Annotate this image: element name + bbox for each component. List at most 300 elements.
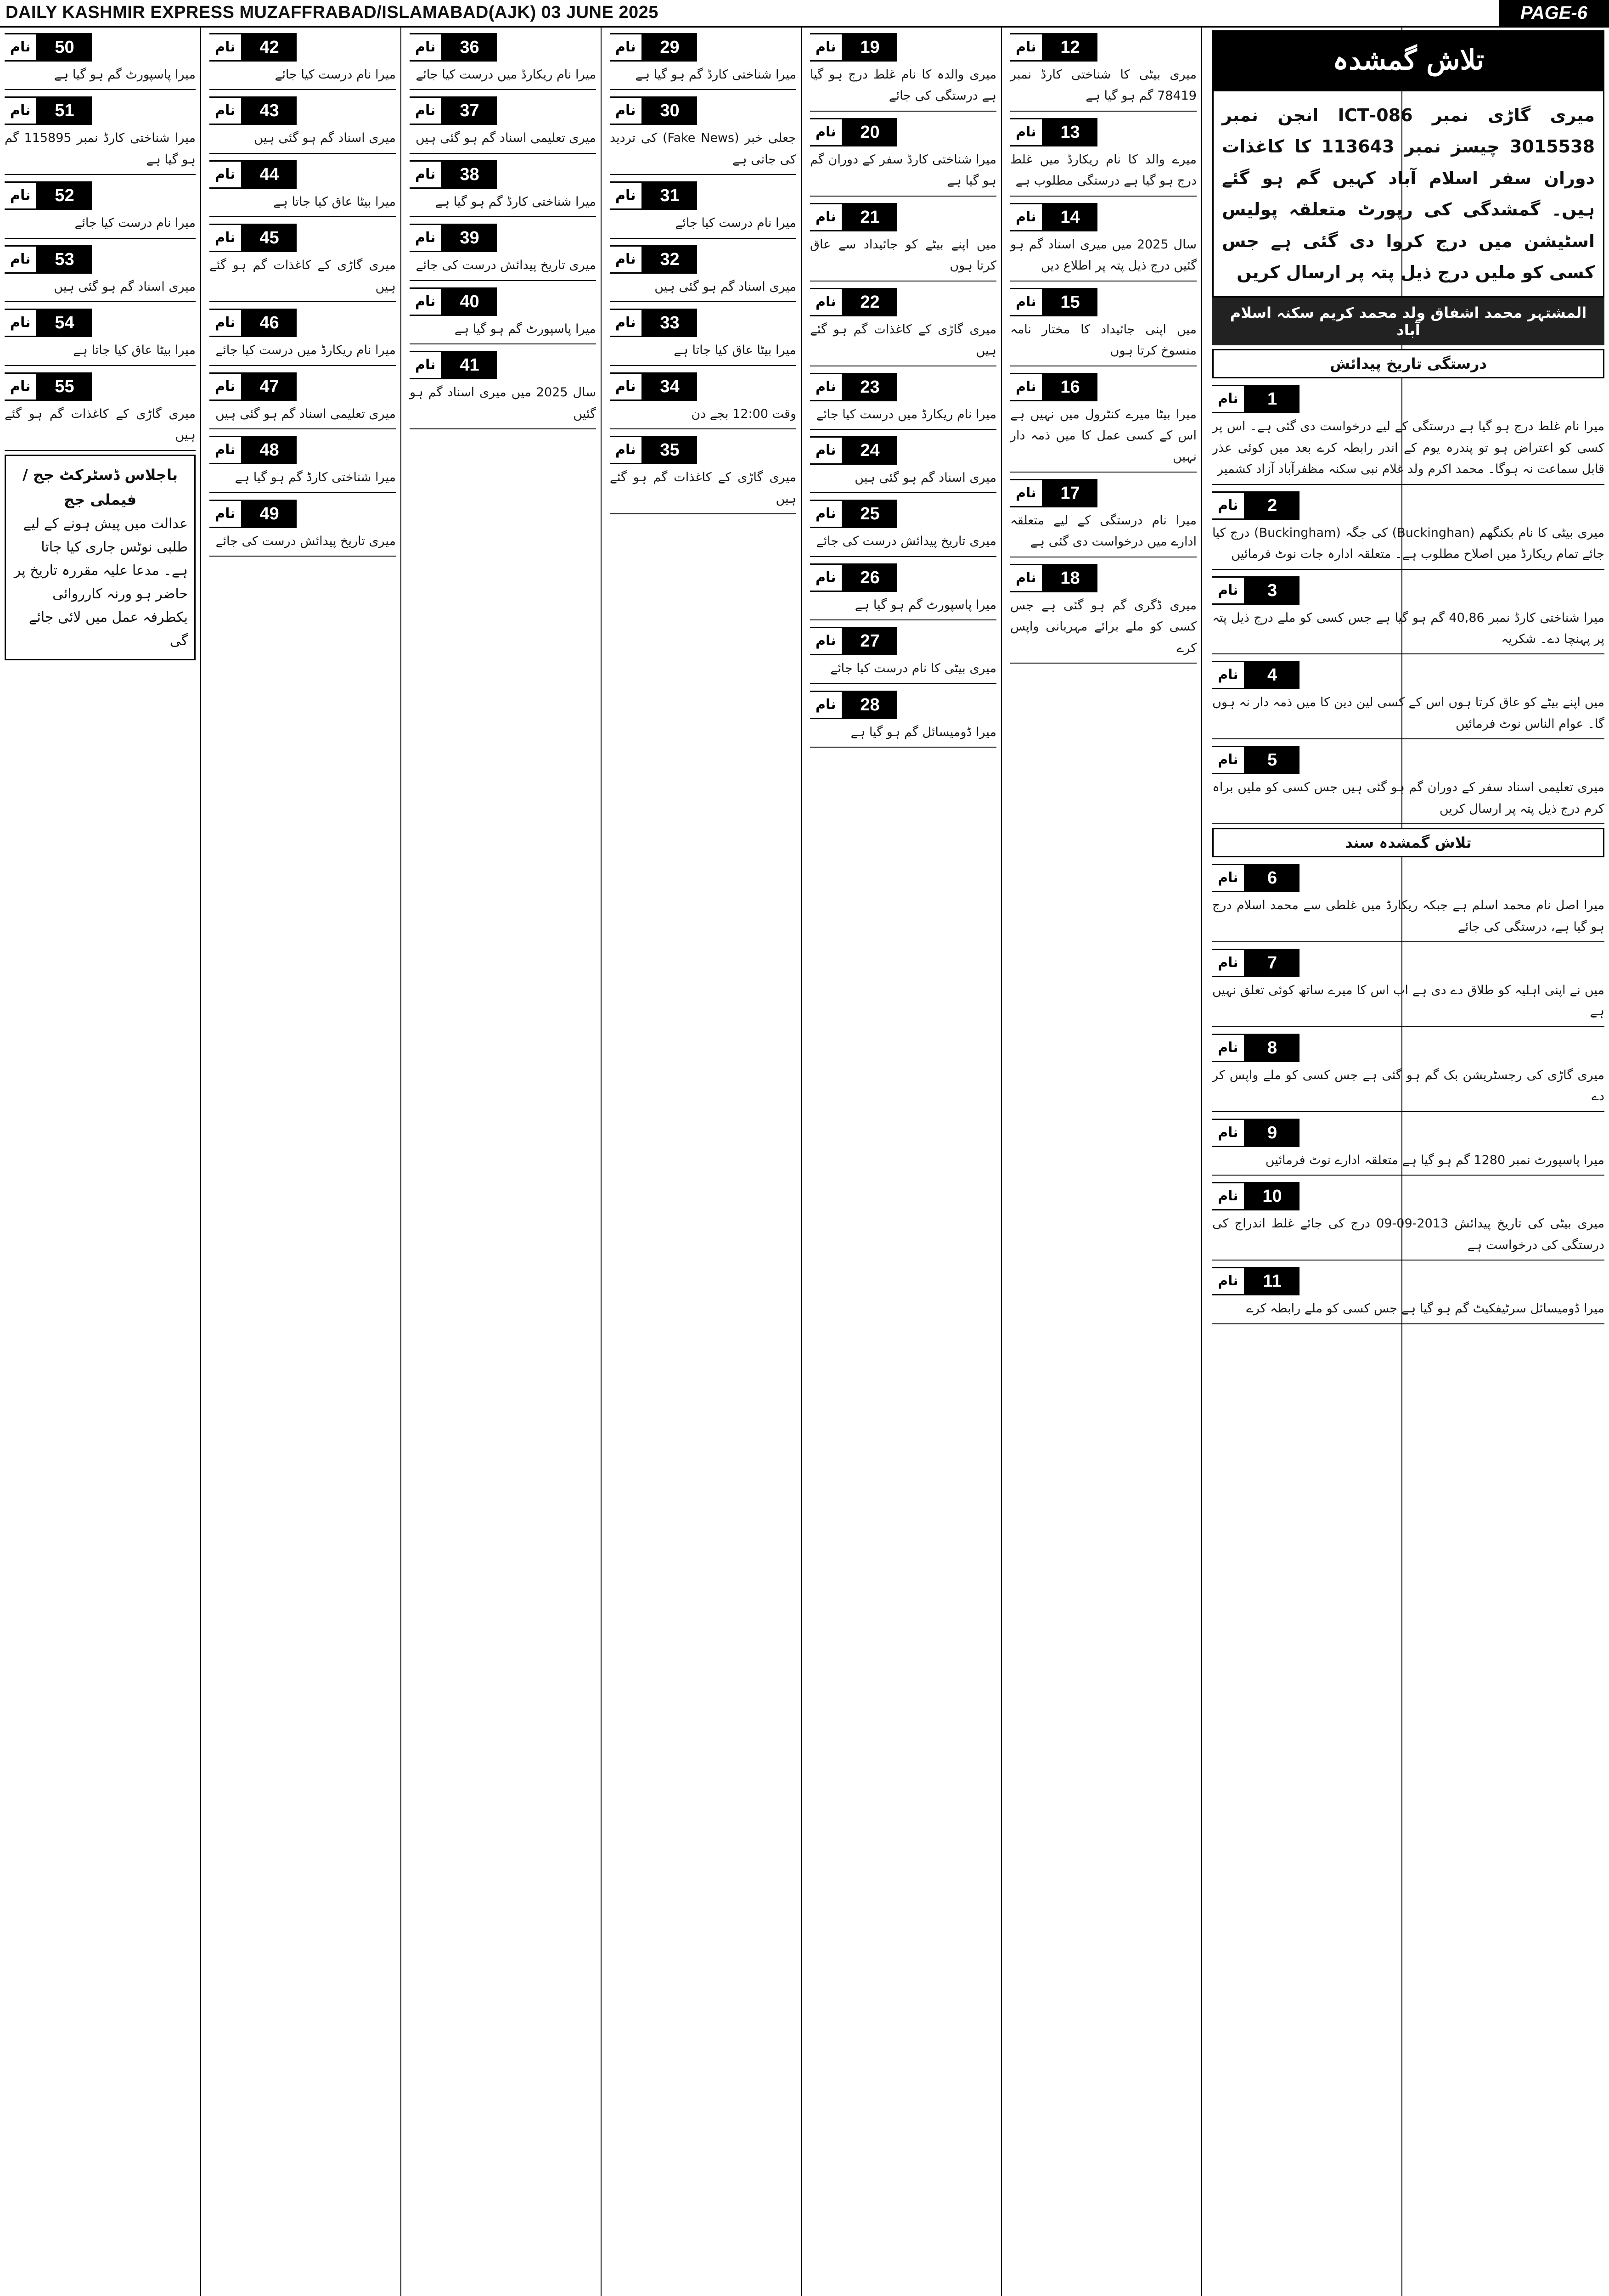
- notice-item: [209, 158, 396, 217]
- notice-text: میں نے اپنی اہلیہ کو طلاق دے دی ہے اب اس کا میرے ساتھ کوئی تعلق نہیں ہے: [1212, 983, 1604, 1019]
- notice-item: [1010, 370, 1197, 473]
- notice-number: 11: [1245, 1267, 1300, 1295]
- notice-item: [1212, 382, 1604, 484]
- notice-item: [810, 433, 996, 493]
- notice-label: نام: [5, 245, 38, 274]
- notice-text: میرا شناختی کارڈ نمبر 40,86 گم ہو گیا ہے جس کسی کو ملے درج ذیل پتہ پر پہنچا دے۔ شکریہ: [1212, 610, 1604, 646]
- notice-header: [209, 160, 396, 189]
- notice-label: نام: [209, 96, 242, 125]
- notice-text: میری اسناد گم ہو گئی ہیں: [254, 131, 396, 146]
- column-rule: [1201, 28, 1202, 2296]
- notice-text: جعلی خبر (Fake News) کی تردید کی جاتی ہے: [610, 131, 796, 167]
- notice-item: [410, 221, 596, 281]
- column-5: [805, 28, 1001, 2296]
- notice-text: میرا بیٹا عاق کیا جاتا ہے: [273, 194, 396, 209]
- notice-item: [410, 348, 596, 429]
- notice-label: نام: [1212, 1034, 1245, 1062]
- notice-number: 21: [843, 203, 897, 231]
- notice-header: [1212, 746, 1604, 774]
- notice-label: نام: [1010, 479, 1043, 507]
- column-1-notices: [5, 30, 196, 451]
- notice-number: 28: [843, 691, 897, 719]
- notice-header: [810, 627, 996, 655]
- notice-number: 30: [643, 96, 697, 125]
- notice-header: [410, 96, 596, 125]
- column-1: [0, 28, 200, 2296]
- notice-label: نام: [610, 372, 643, 401]
- notice-item: [1010, 200, 1197, 281]
- notice-header: [209, 224, 396, 252]
- notice-item: [209, 433, 396, 493]
- notice-header: [1212, 864, 1604, 892]
- notice-label: نام: [610, 181, 643, 210]
- column-rule: [400, 28, 401, 2296]
- notice-text: میرا ڈومیسائل سرٹیفکیٹ گم ہو گیا ہے جس کسی کو ملے رابطہ کرے: [1246, 1301, 1604, 1316]
- notice-item: [209, 370, 396, 429]
- notice-number: 17: [1043, 479, 1097, 507]
- column-right-notices: [1212, 382, 1604, 824]
- notice-label: نام: [209, 160, 242, 189]
- lost-notice-title: تلاش گمشدہ: [1212, 30, 1604, 90]
- notice-label: نام: [1212, 1182, 1245, 1210]
- notice-text: میری والدہ کا نام غلط درج ہو گیا ہے درستگی کی جائے: [810, 68, 996, 103]
- notice-text: میری اسناد گم ہو گئی ہیں: [54, 279, 196, 294]
- notice-text: میری تعلیمی اسناد گم ہو گئی ہیں: [415, 131, 596, 146]
- notice-label: نام: [1212, 746, 1245, 774]
- notice-number: 10: [1245, 1182, 1300, 1210]
- notice-text: میرا نام ریکارڈ میں درست کیا جائے: [215, 343, 396, 358]
- notice-header: [610, 436, 796, 464]
- notice-item: [5, 179, 196, 238]
- notice-label: نام: [810, 563, 843, 592]
- notice-number: 32: [643, 245, 697, 274]
- notice-label: نام: [810, 373, 843, 401]
- notice-number: 40: [443, 287, 497, 316]
- notice-header: [410, 287, 596, 316]
- column-4: [605, 28, 801, 2296]
- notice-header: [610, 96, 796, 125]
- notice-header: [610, 309, 796, 337]
- notice-item: [1212, 861, 1604, 942]
- notice-label: نام: [810, 288, 843, 316]
- notice-label: نام: [610, 96, 643, 125]
- notice-text: میرا نام درستگی کے لیے متعلقہ ادارے میں درخواست دی گئی ہے: [1010, 513, 1197, 549]
- notice-header: [1212, 661, 1604, 689]
- notice-item: [810, 285, 996, 366]
- notice-label: نام: [1010, 33, 1043, 62]
- notice-label: نام: [5, 33, 38, 62]
- notice-item: [1010, 115, 1197, 197]
- section-head-lost-doc: تلاش گمشدہ سند: [1212, 828, 1604, 857]
- notice-header: [209, 436, 396, 464]
- notice-label: نام: [5, 372, 38, 401]
- notice-number: 55: [38, 372, 92, 401]
- notice-text: میرا بیٹا عاق کیا جاتا ہے: [674, 343, 796, 358]
- notice-number: 26: [843, 563, 897, 592]
- notice-item: [810, 115, 996, 197]
- notice-text: میرا بیٹا میرے کنٹرول میں نہیں ہے اس کے کسی عمل کا میں ذمہ دار نہیں: [1010, 407, 1197, 464]
- notice-item: [209, 221, 396, 302]
- notice-number: 8: [1245, 1034, 1300, 1062]
- notice-item: [1212, 574, 1604, 655]
- notice-header: [1212, 1182, 1604, 1210]
- notice-number: 25: [843, 500, 897, 528]
- notice-header: [610, 33, 796, 62]
- page-label: PAGE-6: [1499, 0, 1609, 26]
- court-summons-box: [5, 455, 196, 661]
- notice-text: میں اپنی جائیداد کا مختار نامہ منسوخ کرتا ہوں: [1010, 322, 1197, 358]
- notice-number: 43: [242, 96, 297, 125]
- notice-text: میری تاریخ پیدائش درست کی جائے: [215, 534, 396, 548]
- notice-header: [810, 436, 996, 465]
- court-summons-text: عدالت میں پیش ہونے کے لیے طلبی نوٹس جاری کیا جاتا ہے۔ مدعا علیہ مقررہ تاریخ پر حاضر ہو ورنہ کارروائی یکطرفہ عمل میں لائی جائے گی: [14, 516, 188, 649]
- notice-item: [810, 561, 996, 620]
- notice-label: نام: [610, 245, 643, 274]
- notice-item: [209, 30, 396, 90]
- notice-header: [1212, 491, 1604, 520]
- notice-label: نام: [1010, 373, 1043, 401]
- notice-header: [1212, 385, 1604, 413]
- notice-label: نام: [410, 96, 443, 125]
- notice-text: سال 2025 میں میری اسناد گم ہو گئیں درج ذیل پتہ پر اطلاع دیں: [1010, 237, 1197, 273]
- notice-number: 51: [38, 96, 92, 125]
- notice-label: نام: [810, 203, 843, 231]
- notice-label: نام: [209, 500, 242, 528]
- notice-item: [5, 94, 196, 175]
- notice-number: 7: [1245, 949, 1300, 977]
- notice-text: میری بیٹی کا شناختی کارڈ نمبر 78419 گم ہو گیا ہے: [1010, 68, 1197, 103]
- lost-notice-contact: المشتہر محمد اشفاق ولد محمد کریم سکنہ اسلام آباد: [1212, 298, 1604, 345]
- notice-number: 1: [1245, 385, 1300, 413]
- notice-number: 14: [1043, 203, 1097, 231]
- notice-item: [410, 30, 596, 90]
- notice-number: 37: [443, 96, 497, 125]
- column-right: [1208, 28, 1609, 2296]
- notice-number: 34: [643, 372, 697, 401]
- notice-label: نام: [5, 181, 38, 210]
- notice-number: 20: [843, 118, 897, 146]
- masthead: DAILY KASHMIR EXPRESS MUZAFFRABAD/ISLAMABAD(AJK) 03 JUNE 2025: [6, 3, 658, 22]
- notice-number: 46: [242, 309, 297, 337]
- notice-number: 48: [242, 436, 297, 464]
- notice-text: میرا پاسپورٹ گم ہو گیا ہے: [54, 68, 196, 82]
- notice-number: 27: [843, 627, 897, 655]
- notice-number: 24: [843, 436, 897, 465]
- notice-text: میری گاڑی کے کاغذات گم ہو گئے ہیں: [5, 406, 196, 443]
- notice-text: میرا نام ریکارڈ میں درست کیا جائے: [416, 68, 596, 82]
- notice-text: میرا ڈومیسائل گم ہو گیا ہے: [850, 725, 996, 739]
- notice-label: نام: [1010, 564, 1043, 592]
- notice-text: میرا پاسپورٹ گم ہو گیا ہے: [855, 597, 996, 612]
- notice-item: [1010, 561, 1197, 664]
- notice-header: [410, 160, 596, 189]
- notice-text: میری بیٹی کی تاریخ پیدائش 2013-09-09 درج کی جائے غلط اندراج کی درستگی کی درخواست ہے: [1212, 1216, 1604, 1252]
- notice-text: میری گاڑی کے کاغذات گم ہو گئے ہیں: [610, 470, 796, 506]
- notice-text: میری تاریخ پیدائش درست کی جائے: [816, 534, 996, 549]
- column-rule: [200, 28, 201, 2296]
- notice-header: [5, 372, 196, 401]
- notice-item: [810, 30, 996, 112]
- notice-item: [410, 94, 596, 153]
- notice-number: 23: [843, 373, 897, 401]
- notice-header: [209, 96, 396, 125]
- notice-header: [5, 181, 196, 210]
- notice-label: نام: [1212, 1267, 1245, 1295]
- notice-text: میرا اصل نام محمد اسلم ہے جبکہ ریکارڈ میں غلطی سے محمد اسلام درج ہو گیا ہے، درستگی کی جائے: [1212, 898, 1604, 934]
- notice-number: 54: [38, 309, 92, 337]
- notice-text: میرا شناختی کارڈ گم ہو گیا ہے: [635, 68, 796, 82]
- notice-header: [5, 33, 196, 62]
- notice-item: [610, 433, 796, 514]
- notice-text: میرا نام ریکارڈ میں درست کیا جائے: [816, 407, 996, 422]
- notice-item: [810, 497, 996, 557]
- notice-header: [1010, 118, 1197, 146]
- notice-item: [410, 285, 596, 344]
- notice-item: [1212, 743, 1604, 824]
- notice-header: [1010, 564, 1197, 592]
- notice-text: میری اسناد گم ہو گئی ہیں: [855, 470, 996, 485]
- notice-item: [1212, 946, 1604, 1027]
- notice-header: [1010, 288, 1197, 316]
- notice-header: [810, 203, 996, 231]
- notice-number: 36: [443, 33, 497, 62]
- notice-item: [1212, 1116, 1604, 1176]
- notice-number: 12: [1043, 33, 1097, 62]
- notice-item: [5, 30, 196, 90]
- notice-text: وقت 12:00 بجے دن: [691, 406, 796, 421]
- notice-text: میرا نام درست کیا جائے: [74, 216, 196, 231]
- notice-header: [810, 288, 996, 316]
- notice-header: [810, 373, 996, 401]
- notice-header: [810, 691, 996, 719]
- notice-number: 18: [1043, 564, 1097, 592]
- notice-number: 13: [1043, 118, 1097, 146]
- notice-text: میں اپنے بیٹے کو جائیداد سے عاق کرتا ہوں: [810, 237, 996, 273]
- notice-number: 16: [1043, 373, 1097, 401]
- notice-header: [1010, 33, 1197, 62]
- column-3: [405, 28, 601, 2296]
- notice-text: میری تعلیمی اسناد گم ہو گئی ہیں: [215, 406, 396, 421]
- column-rule: [1001, 28, 1002, 2296]
- notice-label: نام: [810, 33, 843, 62]
- notice-text: میرا بیٹا عاق کیا جاتا ہے: [73, 343, 196, 358]
- notice-text: میری تاریخ پیدائش درست کی جائے: [416, 258, 596, 273]
- notice-item: [810, 624, 996, 684]
- notice-text: میری اسناد گم ہو گئی ہیں: [654, 279, 796, 294]
- notice-item: [1010, 476, 1197, 557]
- notice-label: نام: [810, 500, 843, 528]
- notice-item: [610, 242, 796, 302]
- notice-item: [410, 158, 596, 217]
- notice-number: 42: [242, 33, 297, 62]
- notice-text: میرا شناختی کارڈ سفر کے دوران گم ہو گیا ہے: [810, 152, 996, 188]
- notice-header: [1212, 1034, 1604, 1062]
- notice-item: [610, 370, 796, 429]
- notice-label: نام: [810, 691, 843, 719]
- notice-header: [410, 33, 596, 62]
- notice-header: [810, 500, 996, 528]
- notice-item: [610, 30, 796, 90]
- notice-number: 35: [643, 436, 697, 464]
- notice-label: نام: [209, 33, 242, 62]
- notice-number: 29: [643, 33, 697, 62]
- notice-number: 39: [443, 224, 497, 252]
- notice-label: نام: [410, 160, 443, 189]
- notice-text: میرا نام غلط درج ہو گیا ہے درستگی کے لیے درخواست دی گئی ہے۔ اس پر کسی کو اعتراض ہو تو پندرہ یوم کے اندر رابطہ کرے بعد میں کوئی عذر قابل سماعت نہ ہوگا۔ محمد اکرم ولد غلام نبی سکنہ مظفرآباد آزاد کشمیر: [1212, 419, 1604, 477]
- notice-header: [1010, 479, 1197, 507]
- notice-number: 52: [38, 181, 92, 210]
- notice-item: [209, 497, 396, 557]
- notice-label: نام: [410, 33, 443, 62]
- notice-text: میرا پاسپورٹ نمبر 1280 گم ہو گیا ہے متعلقہ ادارے نوٹ فرمائیں: [1265, 1153, 1604, 1167]
- notice-text: میرا نام درست کیا جائے: [675, 216, 796, 231]
- notice-label: نام: [1212, 385, 1245, 413]
- notice-label: نام: [209, 309, 242, 337]
- notice-header: [1212, 949, 1604, 977]
- notice-header: [209, 372, 396, 401]
- notice-label: نام: [1010, 288, 1043, 316]
- notice-header: [610, 372, 796, 401]
- notice-text: میرا نام درست کیا جائے: [275, 68, 396, 82]
- notice-item: [610, 306, 796, 366]
- notice-number: 31: [643, 181, 697, 210]
- notice-item: [1212, 1264, 1604, 1324]
- notice-header: [810, 118, 996, 146]
- column-6: [1006, 28, 1201, 2296]
- notice-number: 2: [1245, 491, 1300, 520]
- notice-item: [1010, 285, 1197, 366]
- notice-text: سال 2025 میں میری اسناد گم ہو گئیں: [410, 385, 596, 421]
- notice-header: [610, 181, 796, 210]
- notice-label: نام: [810, 118, 843, 146]
- notice-header: [5, 245, 196, 274]
- notice-number: 22: [843, 288, 897, 316]
- notice-header: [1212, 1119, 1604, 1147]
- notice-label: نام: [1010, 118, 1043, 146]
- notice-number: 3: [1245, 576, 1300, 605]
- notice-header: [209, 309, 396, 337]
- notice-header: [410, 351, 596, 379]
- notice-number: 44: [242, 160, 297, 189]
- notice-label: نام: [1212, 491, 1245, 520]
- notice-item: [810, 370, 996, 430]
- notice-number: 49: [242, 500, 297, 528]
- notice-text: میری ڈگری گم ہو گئی ہے جس کسی کو ملے برائے مہربانی واپس کرے: [1010, 598, 1197, 655]
- notice-item: [5, 370, 196, 451]
- notice-item: [5, 306, 196, 366]
- lost-notice-body: میری گاڑی نمبر 086-ICT انجن نمبر 3015538 چیسز نمبر 113643 کا کاغذات دوران سفر اسلام آباد کہیں گم ہو گئے ہیں۔ گمشدگی کی رپورٹ متعلقہ پولیس اسٹیشن میں درج کروا دی گئی ہے جس کسی کو ملیں درج ذیل پتہ پر ارسال کریں: [1212, 90, 1604, 298]
- notice-item: [1212, 658, 1604, 739]
- notice-header: [209, 500, 396, 528]
- notice-label: نام: [610, 436, 643, 464]
- notice-label: نام: [1212, 864, 1245, 892]
- notice-number: 41: [443, 351, 497, 379]
- notice-label: نام: [810, 627, 843, 655]
- notice-label: نام: [209, 372, 242, 401]
- notice-header: [1212, 576, 1604, 605]
- notice-text: میرا شناختی کارڈ نمبر 115895 گم ہو گیا ہے: [5, 131, 196, 167]
- court-summons-title: باجلاس ڈسٹرکٹ جج / فیملی جج: [23, 466, 178, 508]
- notice-text: میری گاڑی کے کاغذات گم ہو گئے ہیں: [810, 322, 996, 358]
- notice-number: 4: [1245, 661, 1300, 689]
- notice-header: [209, 33, 396, 62]
- notice-text: میرے والد کا نام ریکارڈ میں غلط درج ہو گیا ہے درستگی مطلوب ہے: [1010, 152, 1197, 188]
- notice-header: [410, 224, 596, 252]
- section-head-dob: درستگی تاریخ پیدائش: [1212, 349, 1604, 378]
- notice-text: میری بیٹی کا نام بکنگھم (Buckinghan) کی جگہ (Buckingham) درج کیا جائے تمام ریکارڈ میں اصلاح مطلوب ہے۔ متعلقہ ادارہ جات نوٹ فرمائیں: [1212, 525, 1604, 562]
- column-2: [205, 28, 400, 2296]
- notice-header: [810, 563, 996, 592]
- column-right-notices-2: [1212, 861, 1604, 1324]
- notice-number: 45: [242, 224, 297, 252]
- notice-label: نام: [1212, 661, 1245, 689]
- notice-header: [5, 96, 196, 125]
- notice-text: میری بیٹی کا نام درست کیا جائے: [830, 661, 996, 676]
- notice-label: نام: [410, 351, 443, 379]
- notice-item: [209, 94, 396, 153]
- notice-label: نام: [209, 224, 242, 252]
- notice-item: [1010, 30, 1197, 112]
- notice-label: نام: [1212, 949, 1245, 977]
- notice-header: [610, 245, 796, 274]
- notice-number: 53: [38, 245, 92, 274]
- notice-label: نام: [610, 309, 643, 337]
- notice-item: [209, 306, 396, 366]
- notice-text: میرا شناختی کارڈ گم ہو گیا ہے: [235, 470, 396, 485]
- notice-number: 47: [242, 372, 297, 401]
- notice-item: [1212, 1031, 1604, 1112]
- notice-header: [5, 309, 196, 337]
- notice-label: نام: [5, 96, 38, 125]
- page-header: [0, 0, 1609, 28]
- notice-number: 15: [1043, 288, 1097, 316]
- notice-label: نام: [209, 436, 242, 464]
- notice-number: 33: [643, 309, 697, 337]
- notice-number: 38: [443, 160, 497, 189]
- notice-label: نام: [610, 33, 643, 62]
- notice-header: [1010, 373, 1197, 401]
- notice-label: نام: [1212, 576, 1245, 605]
- notice-item: [810, 200, 996, 281]
- notice-label: نام: [5, 309, 38, 337]
- notice-number: 50: [38, 33, 92, 62]
- notice-item: [5, 242, 196, 302]
- notice-header: [810, 33, 996, 62]
- notice-text: میرا پاسپورٹ گم ہو گیا ہے: [454, 321, 596, 336]
- notice-label: نام: [1212, 1119, 1245, 1147]
- notice-item: [610, 179, 796, 238]
- notice-label: نام: [1010, 203, 1043, 231]
- notice-text: میں اپنے بیٹے کو عاق کرتا ہوں اس کے کسی لین دین کا میں ذمہ دار نہ ہوں گا۔ عوام الناس نوٹ فرمائیں: [1212, 695, 1604, 731]
- notice-header: [1212, 1267, 1604, 1295]
- notice-number: 6: [1245, 864, 1300, 892]
- notice-header: [1010, 203, 1197, 231]
- notice-label: نام: [410, 287, 443, 316]
- notice-label: نام: [810, 436, 843, 465]
- notice-number: 5: [1245, 746, 1300, 774]
- notice-item: [1212, 1179, 1604, 1261]
- notice-label: نام: [410, 224, 443, 252]
- notice-item: [1212, 489, 1604, 570]
- notice-number: 19: [843, 33, 897, 62]
- notice-item: [610, 94, 796, 175]
- column-rule: [801, 28, 802, 2296]
- notice-text: میری گاڑی کی رجسٹریشن بک گم ہو گئی ہے جس کسی کو ملے واپس کر دے: [1212, 1068, 1604, 1104]
- notice-text: میرا شناختی کارڈ گم ہو گیا ہے: [435, 194, 596, 209]
- notice-number: 9: [1245, 1119, 1300, 1147]
- notice-text: میری تعلیمی اسناد سفر کے دوران گم ہو گئی ہیں جس کسی کو ملیں براہ کرم درج ذیل پتہ پر ارسال کریں: [1212, 780, 1604, 816]
- notice-text: میری گاڑی کے کاغذات گم ہو گئے ہیں: [209, 258, 396, 294]
